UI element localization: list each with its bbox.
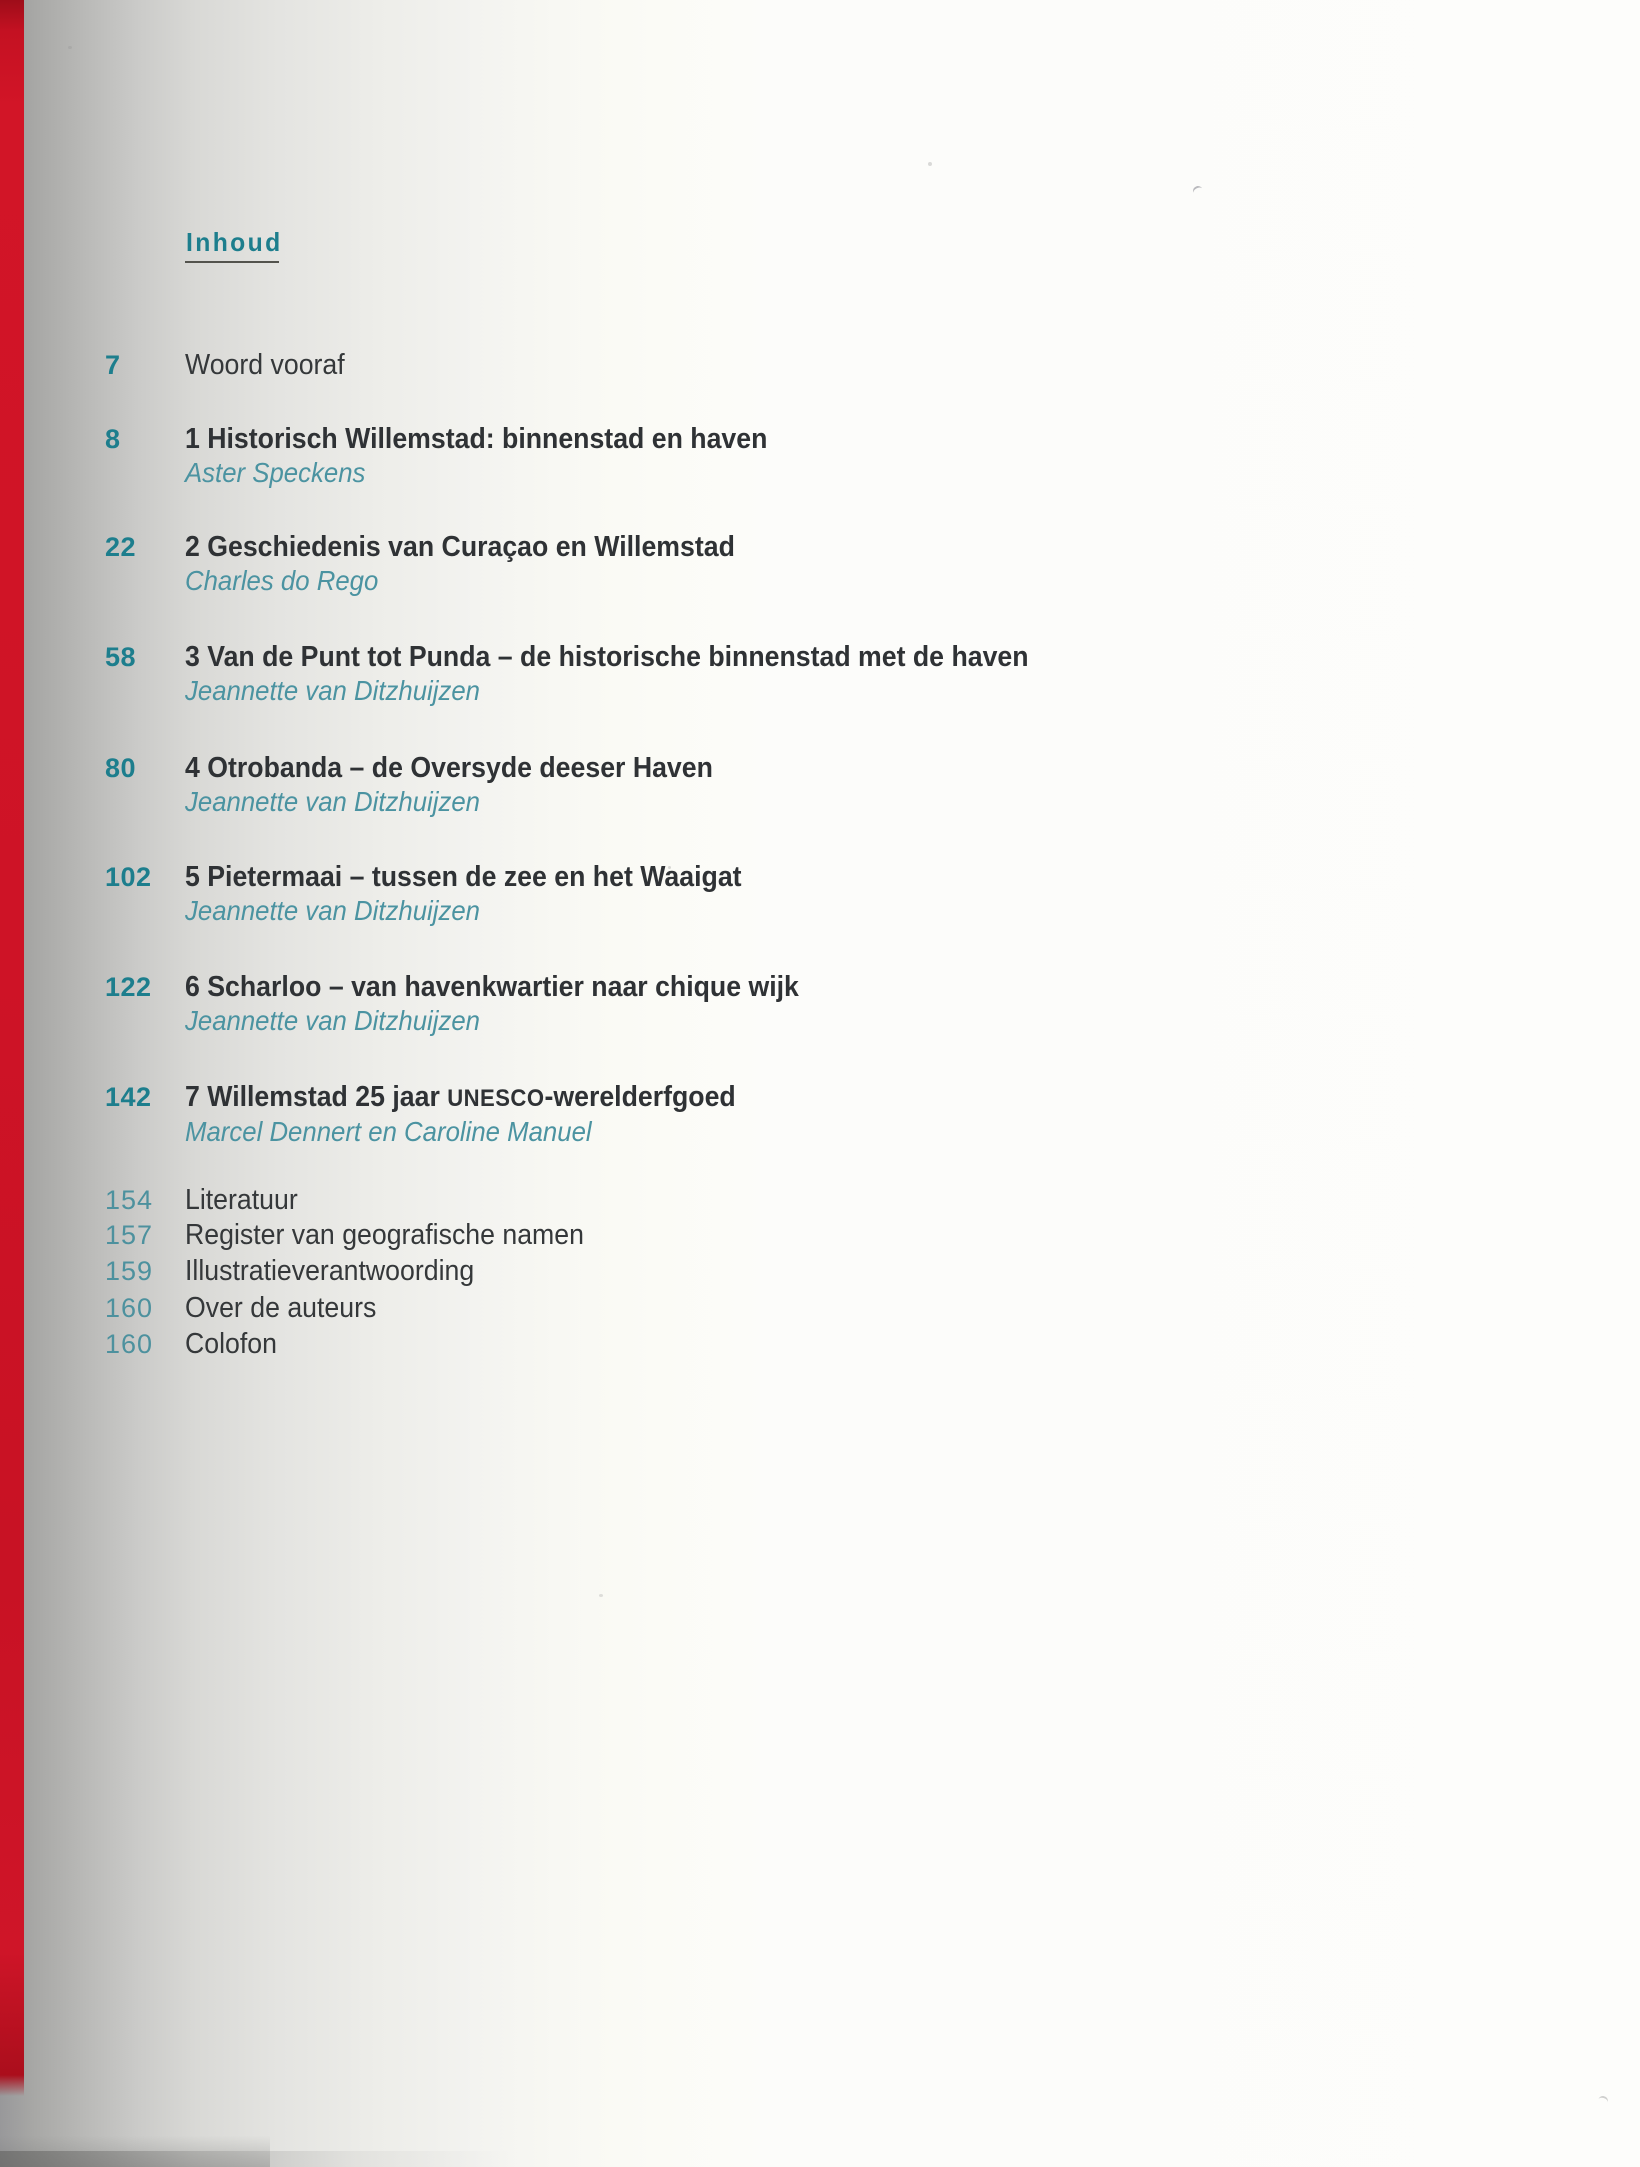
toc-entry-title: 1 Historisch Willemstad: binnenstad en haven: [185, 423, 768, 455]
toc-backmatter-entry: [0, 1292, 1400, 1325]
toc-backmatter-entry: [0, 1219, 1400, 1252]
toc-page-number: 8: [105, 424, 121, 454]
toc-entry-title: 3 Van de Punt tot Punda – de historische binnenstad met de haven: [185, 641, 1029, 673]
toc-page-number: 58: [105, 642, 137, 672]
toc-entry-title: 2 Geschiedenis van Curaçao en Willemstad: [185, 531, 735, 563]
unesco-smallcaps: UNESCO: [447, 1085, 545, 1112]
toc-entry-author: Jeannette van Ditzhuijzen: [185, 675, 481, 706]
page-title-underline: [185, 261, 279, 263]
page-title: Inhoud: [186, 227, 283, 257]
toc-page-number: 142: [105, 1082, 152, 1112]
toc-entry-author: Jeannette van Ditzhuijzen: [185, 895, 481, 926]
toc-entry-title: Register van geografische namen: [185, 1219, 584, 1251]
scan-speck: [599, 1594, 603, 1597]
toc-backmatter-entry: [0, 1255, 1400, 1288]
toc-entry-title: Woord vooraf: [185, 349, 345, 381]
toc-page-number: 80: [105, 753, 137, 783]
toc-entry-title: Illustratieverantwoording: [185, 1255, 475, 1287]
toc-backmatter-entry: [0, 1328, 1400, 1361]
toc-page-number: 154: [105, 1185, 154, 1215]
toc-entry: [0, 971, 1400, 1037]
scan-speck: [928, 162, 932, 166]
toc-entry: [0, 423, 1400, 489]
toc-entry-title: 6 Scharloo – van havenkwartier naar chique wijk: [185, 971, 799, 1003]
toc-page-number: 7: [105, 350, 121, 380]
toc-entry-author: Jeannette van Ditzhuijzen: [185, 1005, 481, 1036]
toc-entry-title: 7 Willemstad 25 jaar UNESCO-werelderfgoed: [185, 1081, 736, 1113]
toc-entry-title: Colofon: [185, 1328, 277, 1360]
toc-entry-title: Over de auteurs: [185, 1292, 377, 1324]
toc-page-number: 122: [105, 972, 152, 1002]
toc-entry: [0, 1081, 1400, 1148]
toc-page-number: 102: [105, 862, 152, 892]
page-bottom-edge-shadow: [0, 2151, 640, 2167]
toc-page-number: 159: [105, 1256, 154, 1286]
toc-page-number: 160: [105, 1329, 154, 1359]
toc-entry: [0, 752, 1400, 818]
toc-entry: [0, 531, 1400, 597]
toc-entry-title: 4 Otrobanda – de Oversyde deeser Haven: [185, 752, 713, 784]
toc-entry-author: Marcel Dennert en Caroline Manuel: [185, 1116, 592, 1147]
toc-page-number: 22: [105, 532, 137, 562]
toc-page-number: 157: [105, 1220, 154, 1250]
toc-entry-title: Literatuur: [185, 1184, 298, 1216]
toc-entry-author: Charles do Rego: [185, 565, 379, 596]
toc-page-number: 160: [105, 1293, 154, 1323]
toc-entry-author: Aster Speckens: [185, 457, 366, 488]
toc-entry: [0, 349, 1400, 382]
toc-entry-author: Jeannette van Ditzhuijzen: [185, 786, 481, 817]
toc-entry-title: 5 Pietermaai – tussen de zee en het Waaigat: [185, 861, 742, 893]
toc-entry: [0, 861, 1400, 927]
scan-mark: [1597, 2095, 1610, 2108]
toc-entry: [0, 641, 1400, 707]
toc-backmatter-entry: [0, 1184, 1400, 1217]
scan-speck: [668, 866, 671, 869]
scan-speck: [68, 46, 72, 49]
scan-mark: [1191, 184, 1205, 198]
adjacent-page-red-edge: [0, 0, 24, 2096]
